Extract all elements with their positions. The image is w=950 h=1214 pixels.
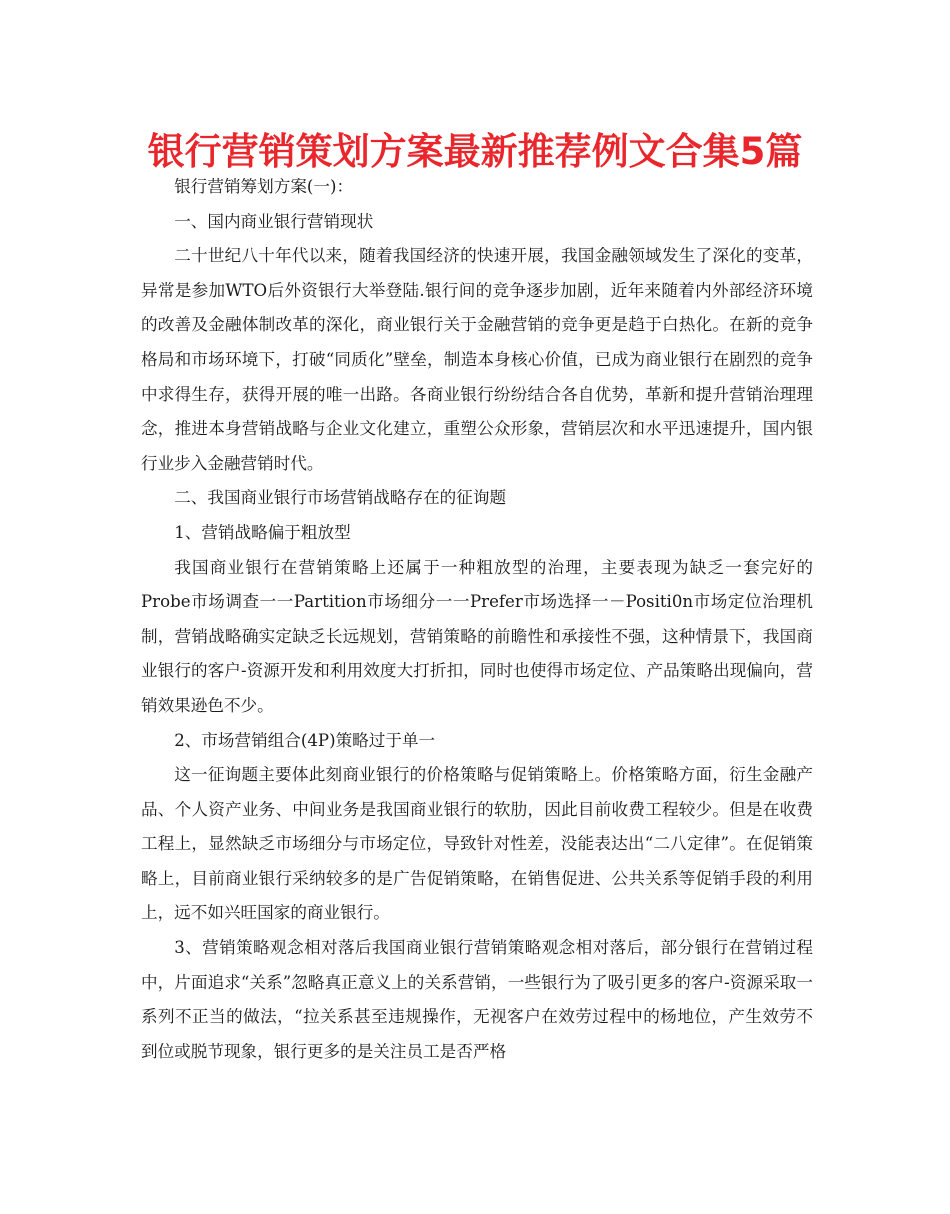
- paragraph-heading-status: 一、国内商业银行营销现状: [174, 211, 374, 231]
- paragraph-body-1: 我国商业银行在营销策略上还属于一种粗放型的治理，主要表现为缺乏一套完好的Probe市场调查一一Partition市场细分一一Prefer市场选择一－Positi0n市场定位治理机制，营销战略确实定缺乏长远规划，营销策略的前瞻性和承接性不强，这种情景下，我国商业银行的客户-资源开发和利用效度大打折扣，同时也使得市场定位、产品策略出现偏向，营销效果逊色不少。: [141, 557, 813, 715]
- paragraph-status-body: 二十世纪八十年代以来，随着我国经济的快速开展，我国金融领域发生了深化的变革，异常是参加WTO后外资银行大举登陆.银行间的竞争逐步加剧，近年来随着内外部经济环境的改善及金融体制改革的深化，商业银行关于金融营销的竞争更是趋于白热化。在新的竞争格局和市场环境下，打破“同质化”壁垒，制造本身核心价值，已成为商业银行在剧烈的竞争中求得生存，获得开展的唯一出路。各商业银行纷纷结合各自优势，革新和提升营销治理理念，推进本身营销战略与企业文化建立，重塑公众形象，营销层次和水平迅速提升，国内银行业步入金融营销时代。: [141, 246, 813, 473]
- paragraph-body-3: 3、营销策略观念相对落后我国商业银行营销策略观念相对落后，部分银行在营销过程中，片面追求“关系”忽略真正意义上的关系营销，一些银行为了吸引更多的客户-资源采取一系列不正当的做法，“拉关系甚至违规操作，无视客户在效劳过程中的杨地位，产生效劳不到位或脱节现象，银行更多的是关注员工是否严格: [141, 938, 813, 1061]
- document-body: [141, 170, 813, 1069]
- paragraph-heading-problems: 二、我国商业银行市场营销战略存在的征询题: [174, 488, 507, 508]
- paragraph-subheading-1: 1、营销战略偏于粗放型: [174, 522, 351, 542]
- paragraph-section-heading: 银行营销筹划方案(一)：: [174, 177, 354, 196]
- paragraph-body-2: 这一征询题主要体此刻商业银行的价格策略与促销策略上。价格策略方面，衍生金融产品、个人资产业务、中间业务是我国商业银行的软肋，因此目前收费工程较少。但是在收费工程上，显然缺乏市场细分与市场定位，导致针对性差，没能表达出“二八定律”。在促销策略上，目前商业银行采纳较多的是广告促销策略，在销售促进、公共关系等促销手段的利用上，远不如兴旺国家的商业银行。: [141, 765, 813, 923]
- paragraph-subheading-2: 2、市场营销组合(4P)策略过于单一: [174, 730, 436, 750]
- document-title: 银行营销策划方案最新推荐例文合集5篇: [147, 130, 803, 173]
